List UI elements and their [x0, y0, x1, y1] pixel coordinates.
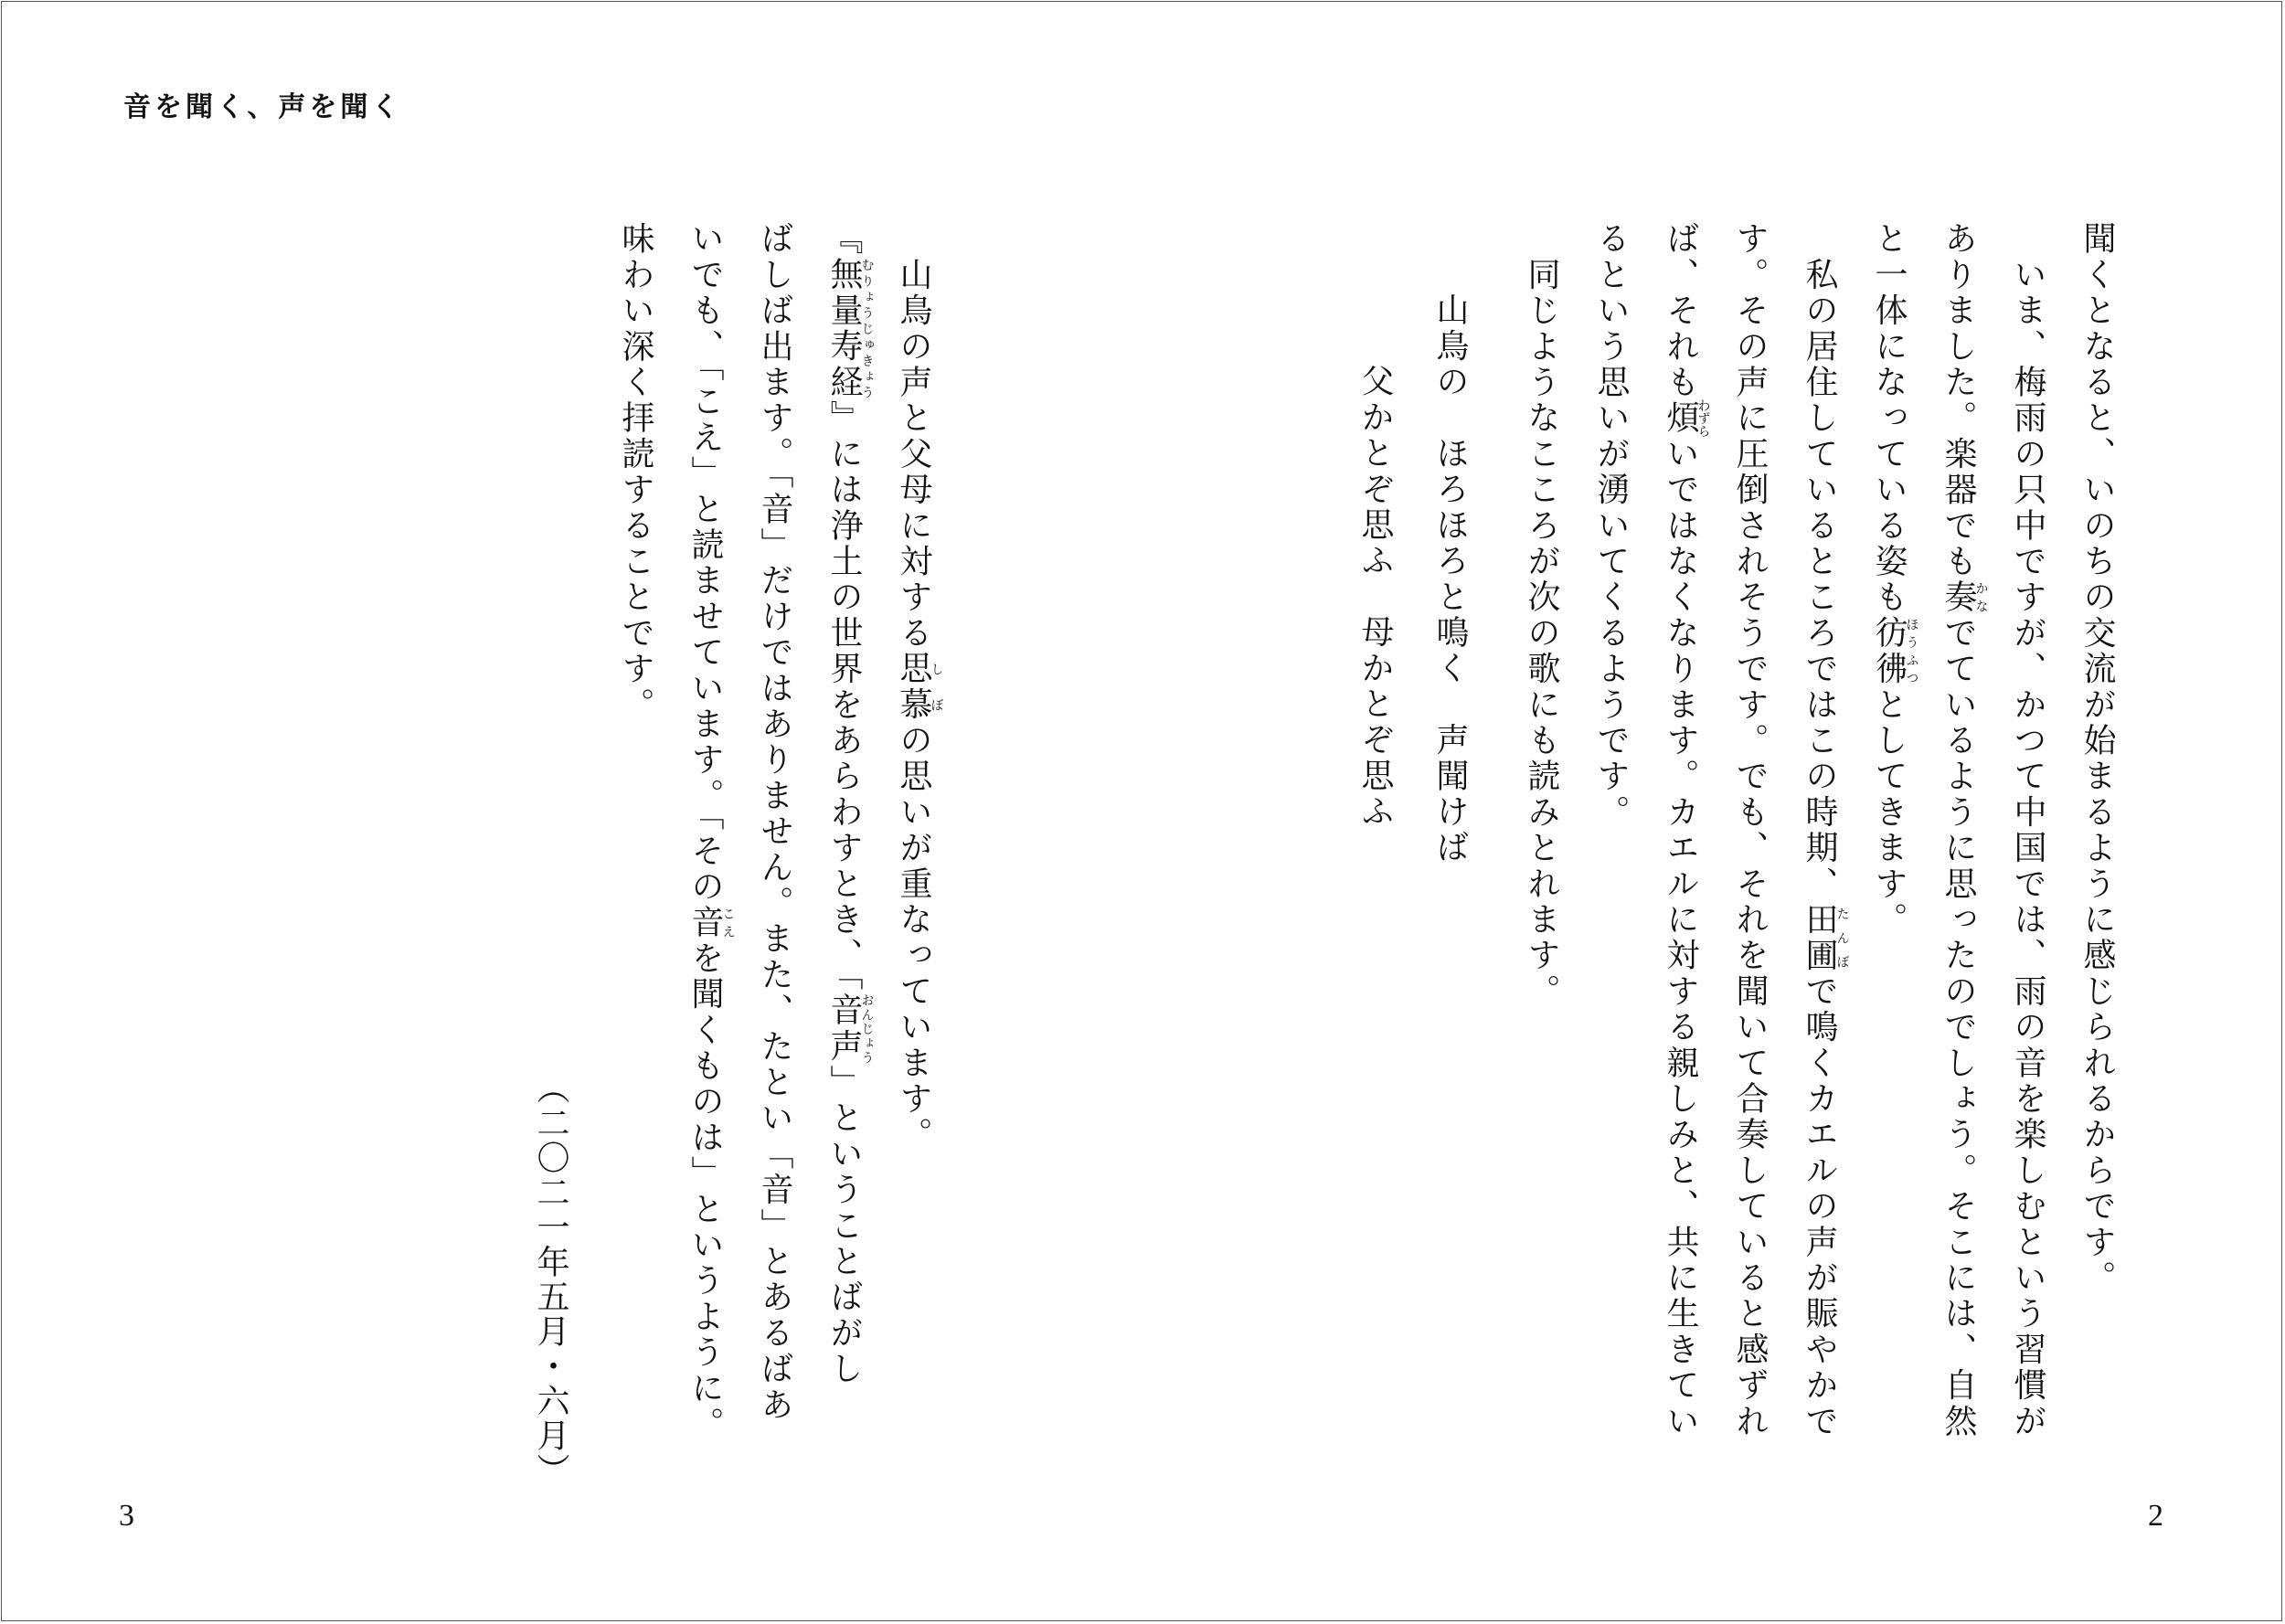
- text-line: ばしば出ます。「音」だけではありません。また、たとい「音」とあるばあ: [756, 221, 793, 1423]
- ruby-word: 無量寿経むりょうじゅきょう: [825, 257, 875, 401]
- text-line: 『無量寿経むりょうじゅきょう』には浄土の世界をあらわすとき、「音声おんじょう」ということばがし: [825, 221, 875, 1387]
- running-head: 音を聞く、声を聞く: [123, 91, 403, 123]
- text-line: ありました。楽器でも奏かなでているように思ったのでしょう。そこには、自然: [1940, 221, 1989, 1439]
- poem-line: 父かとぞ思ふ 母かとぞ思ふ: [1356, 364, 1394, 830]
- poem-line: 山鳥の ほろほろと鳴く 声聞けば: [1431, 292, 1469, 866]
- ruby-word: 彷彿ほうふつ: [1870, 615, 1919, 687]
- text-line: るという思いが湧いてくるようです。: [1592, 221, 1630, 831]
- page-number-right: 2: [2148, 1499, 2163, 1533]
- page-number-left: 3: [119, 1499, 134, 1533]
- ruby-word: 煩わずら: [1662, 398, 1711, 438]
- text-line: 味わい深く拝読することです。: [617, 221, 654, 723]
- text-line: 私の居住しているところではこの時期、田圃たんぼで鳴くカエルの声が賑やかで: [1801, 221, 1850, 1439]
- text-line: いでも、「こえ」と読ませています。「その音こえを聞くものは」というように。: [686, 221, 736, 1443]
- ruby-word: 音こえ: [686, 905, 736, 941]
- ruby-word: 田圃たんぼ: [1801, 901, 1850, 974]
- text-line: と一体になっている姿も彷彿ほうふつとしてきます。: [1870, 221, 1919, 939]
- dateline: （二〇二一年五月・六月）: [532, 1071, 569, 1488]
- ruby-word: 奏かな: [1940, 579, 1989, 616]
- text-line: す。その声に圧倒されそうです。でも、それを聞いて合奏していると感ずれ: [1731, 221, 1769, 1439]
- text-line: 同じようなこころが次の歌にも読みとれます。: [1523, 221, 1560, 1010]
- text-line: いま、梅雨の只中ですが、かつて中国では、雨の音を楽しむという習慣が: [2009, 221, 2046, 1439]
- text-line: 聞くとなると、いのちの交流が始まるように感じられるからです。: [2078, 221, 2116, 1296]
- ruby-word: 音声おんじょう: [825, 992, 875, 1065]
- text-line: ば、それも煩わずらいではなくなります。カエルに対する親しみと、共に生きてい: [1662, 221, 1711, 1439]
- ruby-word: 思慕しぼ: [895, 651, 944, 723]
- text-line: 山鳥の声と父母に対する思慕しぼの思いが重なっています。: [895, 221, 944, 1153]
